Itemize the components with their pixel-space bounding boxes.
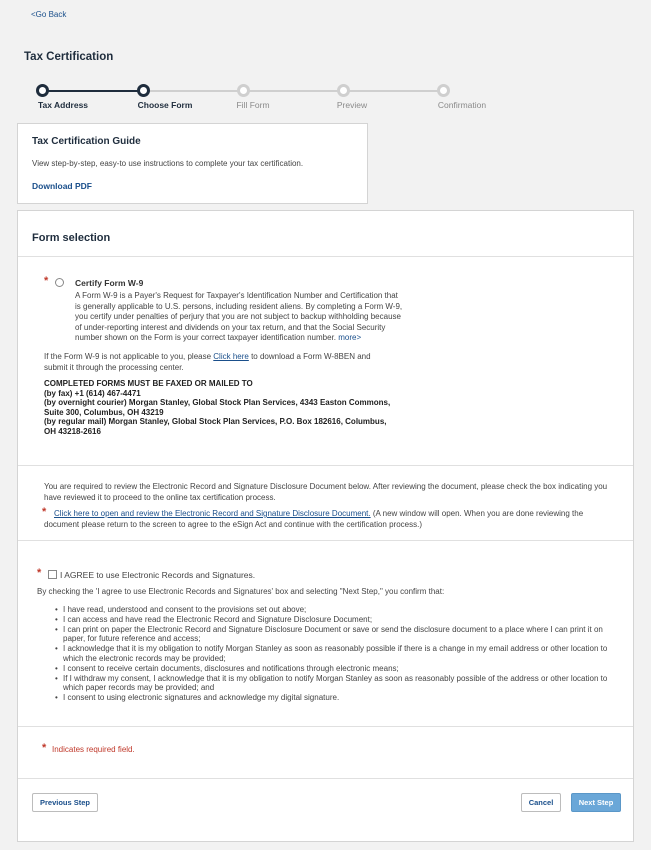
required-asterisk: * (42, 506, 47, 518)
w8ben-note: If the Form W-9 is not applicable to you, please Click here to download a Form W-8BEN and submit it through the processing center. (44, 352, 371, 372)
list-item: • If I withdraw my consent, I acknowledge that it is my obligation to notify Morgan Stanley as soon as reasonably possible of the address or other location to which paper records may be provided; and (55, 674, 610, 694)
required-asterisk: * (42, 742, 47, 754)
guide-title: Tax Certification Guide (32, 136, 141, 147)
list-item: • I consent to receive certain documents, disclosures and notifications through electronic means; (55, 664, 610, 674)
mailing-line: (by overnight courier) Morgan Stanley, Global Stock Plan Services, 4343 Easton Commons, Suite 300, Columbus, OH 43219 (44, 398, 391, 417)
next-step-button[interactable]: Next Step (571, 793, 621, 812)
mailing-line: (by fax) +1 (614) 467-4471 (44, 388, 141, 398)
w9-description: A Form W-9 is a Payer's Request for Taxpayer's Identification Number and Certification that is generally applicable to U.S. persons, including resident aliens. By completing a Form W-9, you certify under penalties of perjury that you are not subject to backup withholding because of under-reporting interest and dividends on your tax return, and that the Social Security number shown on the Form is your correct taxpayer identification number. more> (75, 291, 403, 342)
step-connector-done (42, 90, 143, 92)
divider (18, 465, 633, 466)
agree-checkbox[interactable] (48, 570, 57, 579)
divider (18, 540, 633, 541)
list-item: • I consent to using electronic signatures and acknowledge my digital signature. (55, 693, 610, 703)
form-selection-card (17, 210, 634, 842)
progress-stepper (0, 82, 651, 114)
form-selection-title: Form selection (32, 232, 111, 244)
certify-w9-radio[interactable] (55, 278, 64, 287)
tax-guide-card (17, 123, 368, 204)
list-item: • I have read, understood and consent to the provisions set out above; (55, 605, 610, 615)
w9-title: Certify Form W-9 (75, 278, 144, 288)
list-item: • I acknowledge that it is my obligation to notify Morgan Stanley as soon as reasonably possible if there is a change in my email address or other location to which the electronic records may be provided; (55, 644, 610, 664)
guide-description: View step-by-step, easy-to use instructions to complete your tax certification. (32, 159, 304, 168)
divider (18, 778, 633, 779)
step-4-dot (337, 84, 350, 97)
step-1-label: Tax Address (37, 100, 89, 110)
step-4-label: Preview (336, 100, 368, 110)
step-3-label: Fill Form (236, 100, 270, 110)
mailing-instructions (44, 379, 394, 436)
required-asterisk: * (44, 275, 49, 287)
download-pdf-link[interactable]: Download PDF (32, 181, 92, 191)
list-item: • I can print on paper the Electronic Record and Signature Disclosure Document or save or send the disclosure document to a place where I can print it on paper, for future reference and access; (55, 625, 610, 645)
w8ben-click-here-link[interactable]: Click here (213, 352, 249, 361)
w9-more-link[interactable]: more> (338, 333, 362, 342)
step-5-label: Confirmation (437, 100, 487, 110)
step-2-label: Choose Form (137, 100, 193, 110)
disclosure-link-row: Click here to open and review the Electronic Record and Signature Disclosure Document. (A new window will open. When you are done reviewing the document please return to the screen to agree to the eSign Act and continue with the certification process.) (44, 509, 584, 529)
step-2-dot (137, 84, 150, 97)
step-1-dot (36, 84, 49, 97)
go-back-link[interactable]: <Go Back (31, 10, 67, 19)
page-title: Tax Certification (24, 51, 114, 63)
disclosure-document-link[interactable]: Click here to open and review the Electronic Record and Signature Disclosure Document. (54, 509, 371, 518)
previous-step-button[interactable]: Previous Step (32, 793, 98, 812)
cancel-button[interactable]: Cancel (521, 793, 561, 812)
divider (18, 256, 633, 257)
required-field-note: Indicates required field. (52, 745, 135, 754)
disclosure-intro: You are required to review the Electronic Record and Signature Disclosure Document below. After reviewing the document, please check the box indicating you have reviewed it to proceed to the online tax certification process. (44, 482, 608, 502)
step-5-dot (437, 84, 450, 97)
step-connector-todo (143, 90, 443, 92)
divider (18, 726, 633, 727)
list-item: • I can access and have read the Electronic Record and Signature Disclosure Document; (55, 615, 610, 625)
required-asterisk: * (37, 567, 42, 579)
step-3-dot (237, 84, 250, 97)
agreement-intro: By checking the 'I agree to use Electronic Records and Signatures' box and selecting "Next Step," you confirm that: (37, 587, 445, 596)
mailing-line: (by regular mail) Morgan Stanley, Global Stock Plan Services, P.O. Box 182616, Columbus, OH 43218-2616 (44, 417, 387, 436)
agreement-bullets (55, 605, 610, 703)
mailing-line: COMPLETED FORMS MUST BE FAXED OR MAILED TO (44, 379, 253, 388)
agree-label[interactable]: I AGREE to use Electronic Records and Signatures. (60, 570, 256, 580)
